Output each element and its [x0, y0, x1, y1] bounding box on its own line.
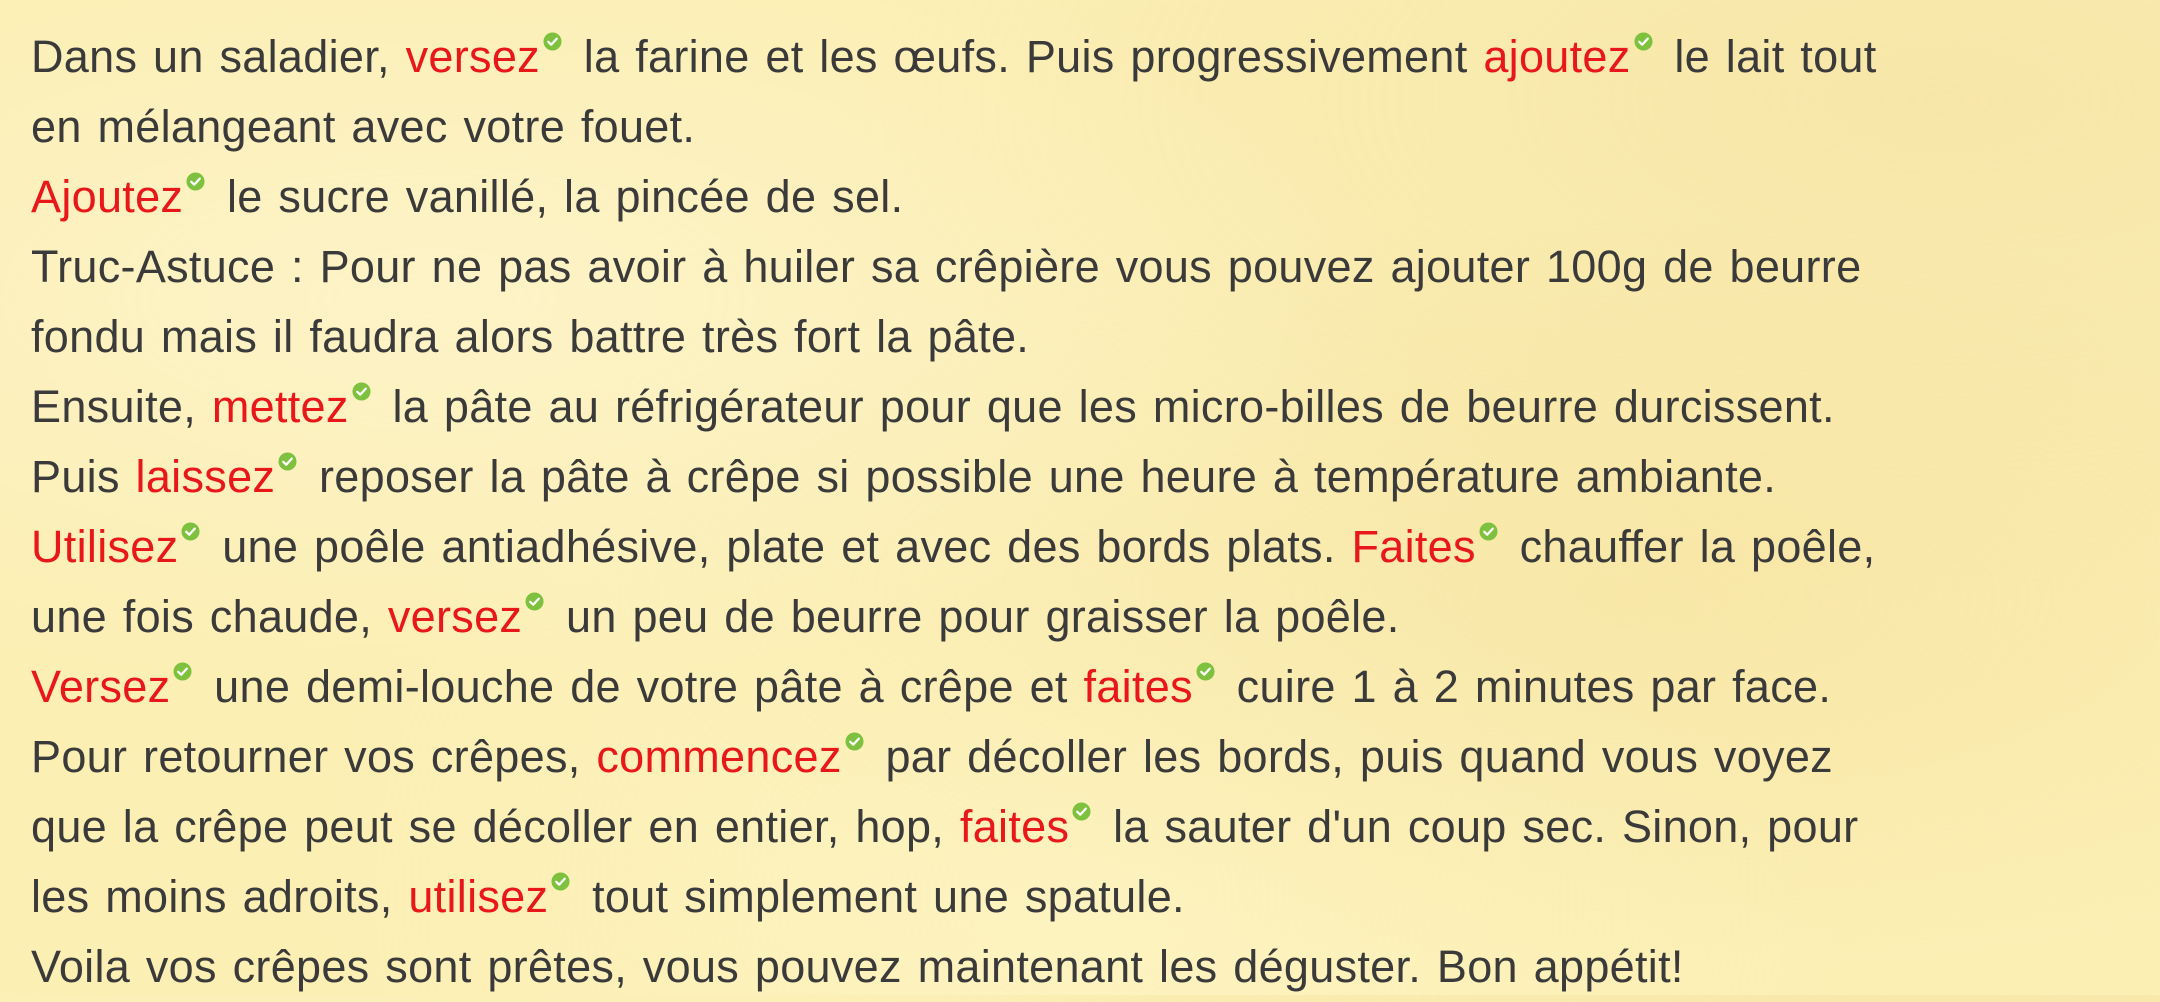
instruction-line: [31, 792, 2111, 862]
verb-link[interactable]: faites: [1083, 661, 1193, 712]
instruction-line: [31, 582, 2111, 652]
instruction-text: chauffer la poêle,: [1503, 521, 1876, 572]
check-circle-icon: [352, 382, 371, 401]
verb-link[interactable]: mettez: [211, 381, 349, 432]
verb-link[interactable]: laissez: [135, 451, 276, 502]
check-circle-icon: [1479, 522, 1498, 541]
instruction-text: les moins adroits,: [31, 871, 409, 922]
instruction-line: [31, 862, 2111, 932]
instruction-text: une demi-louche de votre pâte à crêpe et: [198, 661, 1084, 712]
check-circle-icon: [1196, 662, 1215, 681]
verb-link[interactable]: Utilisez: [31, 521, 179, 572]
check-circle-icon: [278, 452, 297, 471]
instruction-line: [31, 722, 2111, 792]
verb-link[interactable]: commencez: [596, 731, 842, 782]
instruction-line: [31, 22, 2111, 92]
instruction-text: fondu mais il faudra alors battre très fort la pâte.: [31, 311, 1030, 362]
check-circle-icon: [181, 522, 200, 541]
instruction-text: la farine et les œufs. Puis progressivement: [567, 31, 1484, 82]
verb-link[interactable]: versez: [387, 591, 523, 642]
recipe-instructions: [31, 22, 2111, 1002]
check-circle-icon: [173, 662, 192, 681]
check-circle-icon: [845, 732, 864, 751]
instruction-text: Ensuite,: [31, 381, 212, 432]
instruction-line: [31, 512, 2111, 582]
instruction-text: une poêle antiadhésive, plate et avec des bords plats.: [206, 521, 1352, 572]
instruction-text: en mélangeant avec votre fouet.: [31, 101, 696, 152]
instruction-text: par décoller les bords, puis quand vous voyez: [869, 731, 1833, 782]
instruction-line: [31, 652, 2111, 722]
instruction-text: un peu de beurre pour graisser la poêle.: [550, 591, 1400, 642]
verb-link[interactable]: ajoutez: [1483, 31, 1631, 82]
instruction-line: [31, 92, 2111, 162]
verb-link[interactable]: Faites: [1351, 521, 1476, 572]
check-circle-icon: [186, 172, 205, 191]
instruction-text: reposer la pâte à crêpe si possible une heure à température ambiante.: [303, 451, 1777, 502]
instruction-line: [31, 372, 2111, 442]
instruction-text: Puis: [31, 451, 136, 502]
instruction-text: Voila vos crêpes sont prêtes, vous pouvez maintenant les déguster. Bon appétit!: [31, 941, 1684, 992]
instruction-text: cuire 1 à 2 minutes par face.: [1220, 661, 1832, 712]
instruction-line: [31, 302, 2111, 372]
verb-link[interactable]: faites: [959, 801, 1070, 852]
instruction-text: la sauter d'un coup sec. Sinon, pour: [1097, 801, 1859, 852]
instruction-text: que la crêpe peut se décoller en entier, hop,: [31, 801, 960, 852]
instruction-line: [31, 232, 2111, 302]
check-circle-icon: [1634, 32, 1653, 51]
instruction-text: tout simplement une spatule.: [576, 871, 1185, 922]
check-circle-icon: [551, 872, 570, 891]
check-circle-icon: [1072, 802, 1091, 821]
verb-link[interactable]: utilisez: [408, 871, 549, 922]
instruction-text: le sucre vanillé, la pincée de sel.: [211, 171, 904, 222]
instruction-text: Truc-Astuce : Pour ne pas avoir à huiler sa crêpière vous pouvez ajouter 100g de beurre: [31, 241, 1862, 292]
instruction-text: Dans un saladier,: [31, 31, 406, 82]
verb-link[interactable]: Ajoutez: [31, 171, 184, 222]
instruction-text: le lait tout: [1658, 31, 1877, 82]
instruction-line: [31, 932, 2111, 1002]
instruction-text: Pour retourner vos crêpes,: [31, 731, 597, 782]
instruction-text: la pâte au réfrigérateur pour que les micro-billes de beurre durcissent.: [376, 381, 1835, 432]
instruction-line: [31, 442, 2111, 512]
instruction-text: une fois chaude,: [31, 591, 388, 642]
check-circle-icon: [543, 32, 562, 51]
instruction-line: [31, 162, 2111, 232]
check-circle-icon: [525, 592, 544, 611]
verb-link[interactable]: versez: [405, 31, 540, 82]
verb-link[interactable]: Versez: [31, 661, 171, 712]
